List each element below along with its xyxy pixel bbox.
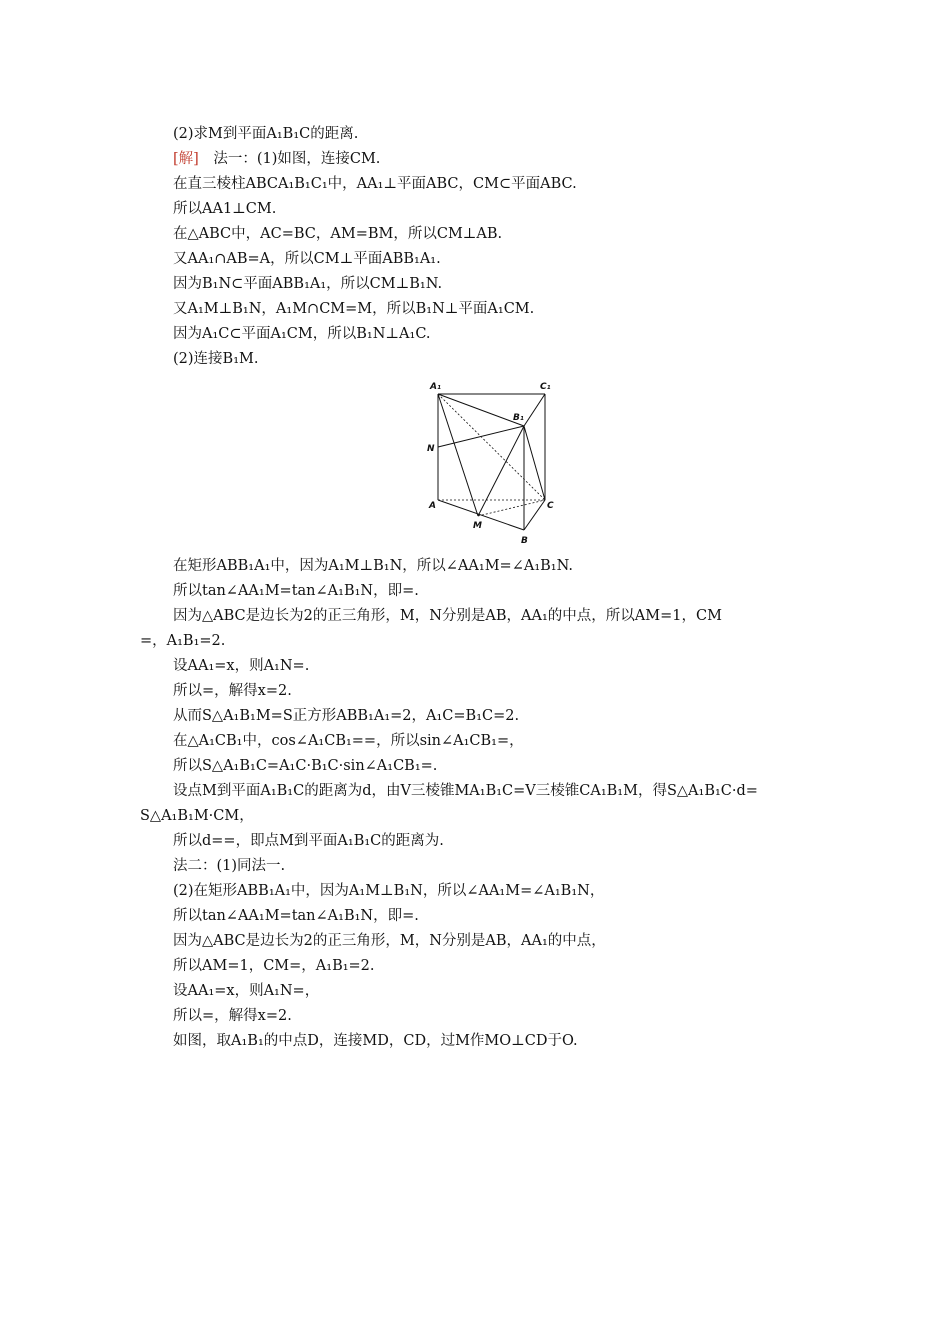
text-line: 从而S△A₁B₁M=S正方形ABB₁A₁=2，A₁C=B₁C=2. xyxy=(173,708,520,724)
text-line: 在直三棱柱ABCA₁B₁C₁中，AA₁⊥平面ABC，CM⊂平面ABC. xyxy=(173,176,577,192)
text-line: (2)在矩形ABB₁A₁中，因为A₁M⊥B₁N，所以∠AA₁M=∠A₁B₁N， xyxy=(173,883,605,899)
text-line: 所以d==，即点M到平面A₁B₁C的距离为. xyxy=(173,833,444,849)
text-line: 因为A₁C⊂平面A₁CM，所以B₁N⊥A₁C. xyxy=(173,326,431,342)
hidden-segment-a1c xyxy=(438,394,545,500)
text-line: S△A₁B₁M·CM， xyxy=(140,808,254,824)
label-m: M xyxy=(473,521,482,531)
text-line: 如图，取A₁B₁的中点D，连接MD，CD，过M作MO⊥CD于O. xyxy=(173,1033,578,1049)
text-line: [解] 法一：(1)如图，连接CM. xyxy=(173,151,381,167)
text-line: 所以S△A₁B₁C=A₁C·B₁C·sin∠A₁CB₁=. xyxy=(173,758,438,774)
segment-b1m xyxy=(478,426,524,516)
text-line: 所以tan∠AA₁M=tan∠A₁B₁N，即=. xyxy=(173,908,419,924)
text-line: 所以tan∠AA₁M=tan∠A₁B₁N，即=. xyxy=(173,583,419,599)
segment-b1c xyxy=(524,426,545,500)
text-line: 因为△ABC是边长为2的正三角形，M，N分别是AB，AA₁的中点，所以AM=1，CM xyxy=(173,608,722,624)
text-line: 设AA₁=x，则A₁N=， xyxy=(173,983,320,999)
edge-c1b1 xyxy=(524,394,545,426)
label-b1: B₁ xyxy=(513,413,524,423)
text-line: =，A₁B₁=2. xyxy=(140,633,226,649)
text-line: 因为△ABC是边长为2的正三角形，M，N分别是AB，AA₁的中点， xyxy=(173,933,606,949)
prism-figure xyxy=(420,375,565,547)
text-line: 所以AA1⊥CM. xyxy=(173,201,277,217)
edge-bc xyxy=(524,500,545,530)
text-line: 法二：(1)同法一. xyxy=(173,858,286,874)
text-line: (2)连接B₁M. xyxy=(173,351,259,367)
text-line: (2)求M到平面A₁B₁C的距离. xyxy=(173,126,359,142)
text-line: 设点M到平面A₁B₁C的距离为d，由V三棱锥MA₁B₁C=V三棱锥CA₁B₁M，得S△A₁B₁C·d= xyxy=(173,783,758,799)
text-line: 所以=，解得x=2. xyxy=(173,683,292,699)
solution-tag: [解] xyxy=(173,151,199,167)
text-line: 又AA₁∩AB=A，所以CM⊥平面ABB₁A₁. xyxy=(173,251,441,267)
text-line: 因为B₁N⊂平面ABB₁A₁，所以CM⊥B₁N. xyxy=(173,276,443,292)
text-line: 在矩形ABB₁A₁中，因为A₁M⊥B₁N，所以∠AA₁M=∠A₁B₁N. xyxy=(173,558,573,574)
label-c1: C₁ xyxy=(540,382,551,392)
label-a1: A₁ xyxy=(430,382,441,392)
segment-a1m xyxy=(438,394,478,516)
edge-a1b1 xyxy=(438,394,524,426)
label-c: C xyxy=(547,501,554,511)
text-line: 在△A₁CB₁中，cos∠A₁CB₁==，所以sin∠A₁CB₁=， xyxy=(173,733,524,749)
label-a: A xyxy=(429,501,436,511)
text-line: 所以=，解得x=2. xyxy=(173,1008,292,1024)
text-line: 又A₁M⊥B₁N，A₁M∩CM=M，所以B₁N⊥平面A₁CM. xyxy=(173,301,535,317)
label-b: B xyxy=(521,536,528,546)
text-line: 所以AM=1，CM=，A₁B₁=2. xyxy=(173,958,375,974)
text-line: 设AA₁=x，则A₁N=. xyxy=(173,658,310,674)
label-n: N xyxy=(427,444,435,454)
text-line: 在△ABC中，AC=BC，AM=BM，所以CM⊥AB. xyxy=(173,226,503,242)
